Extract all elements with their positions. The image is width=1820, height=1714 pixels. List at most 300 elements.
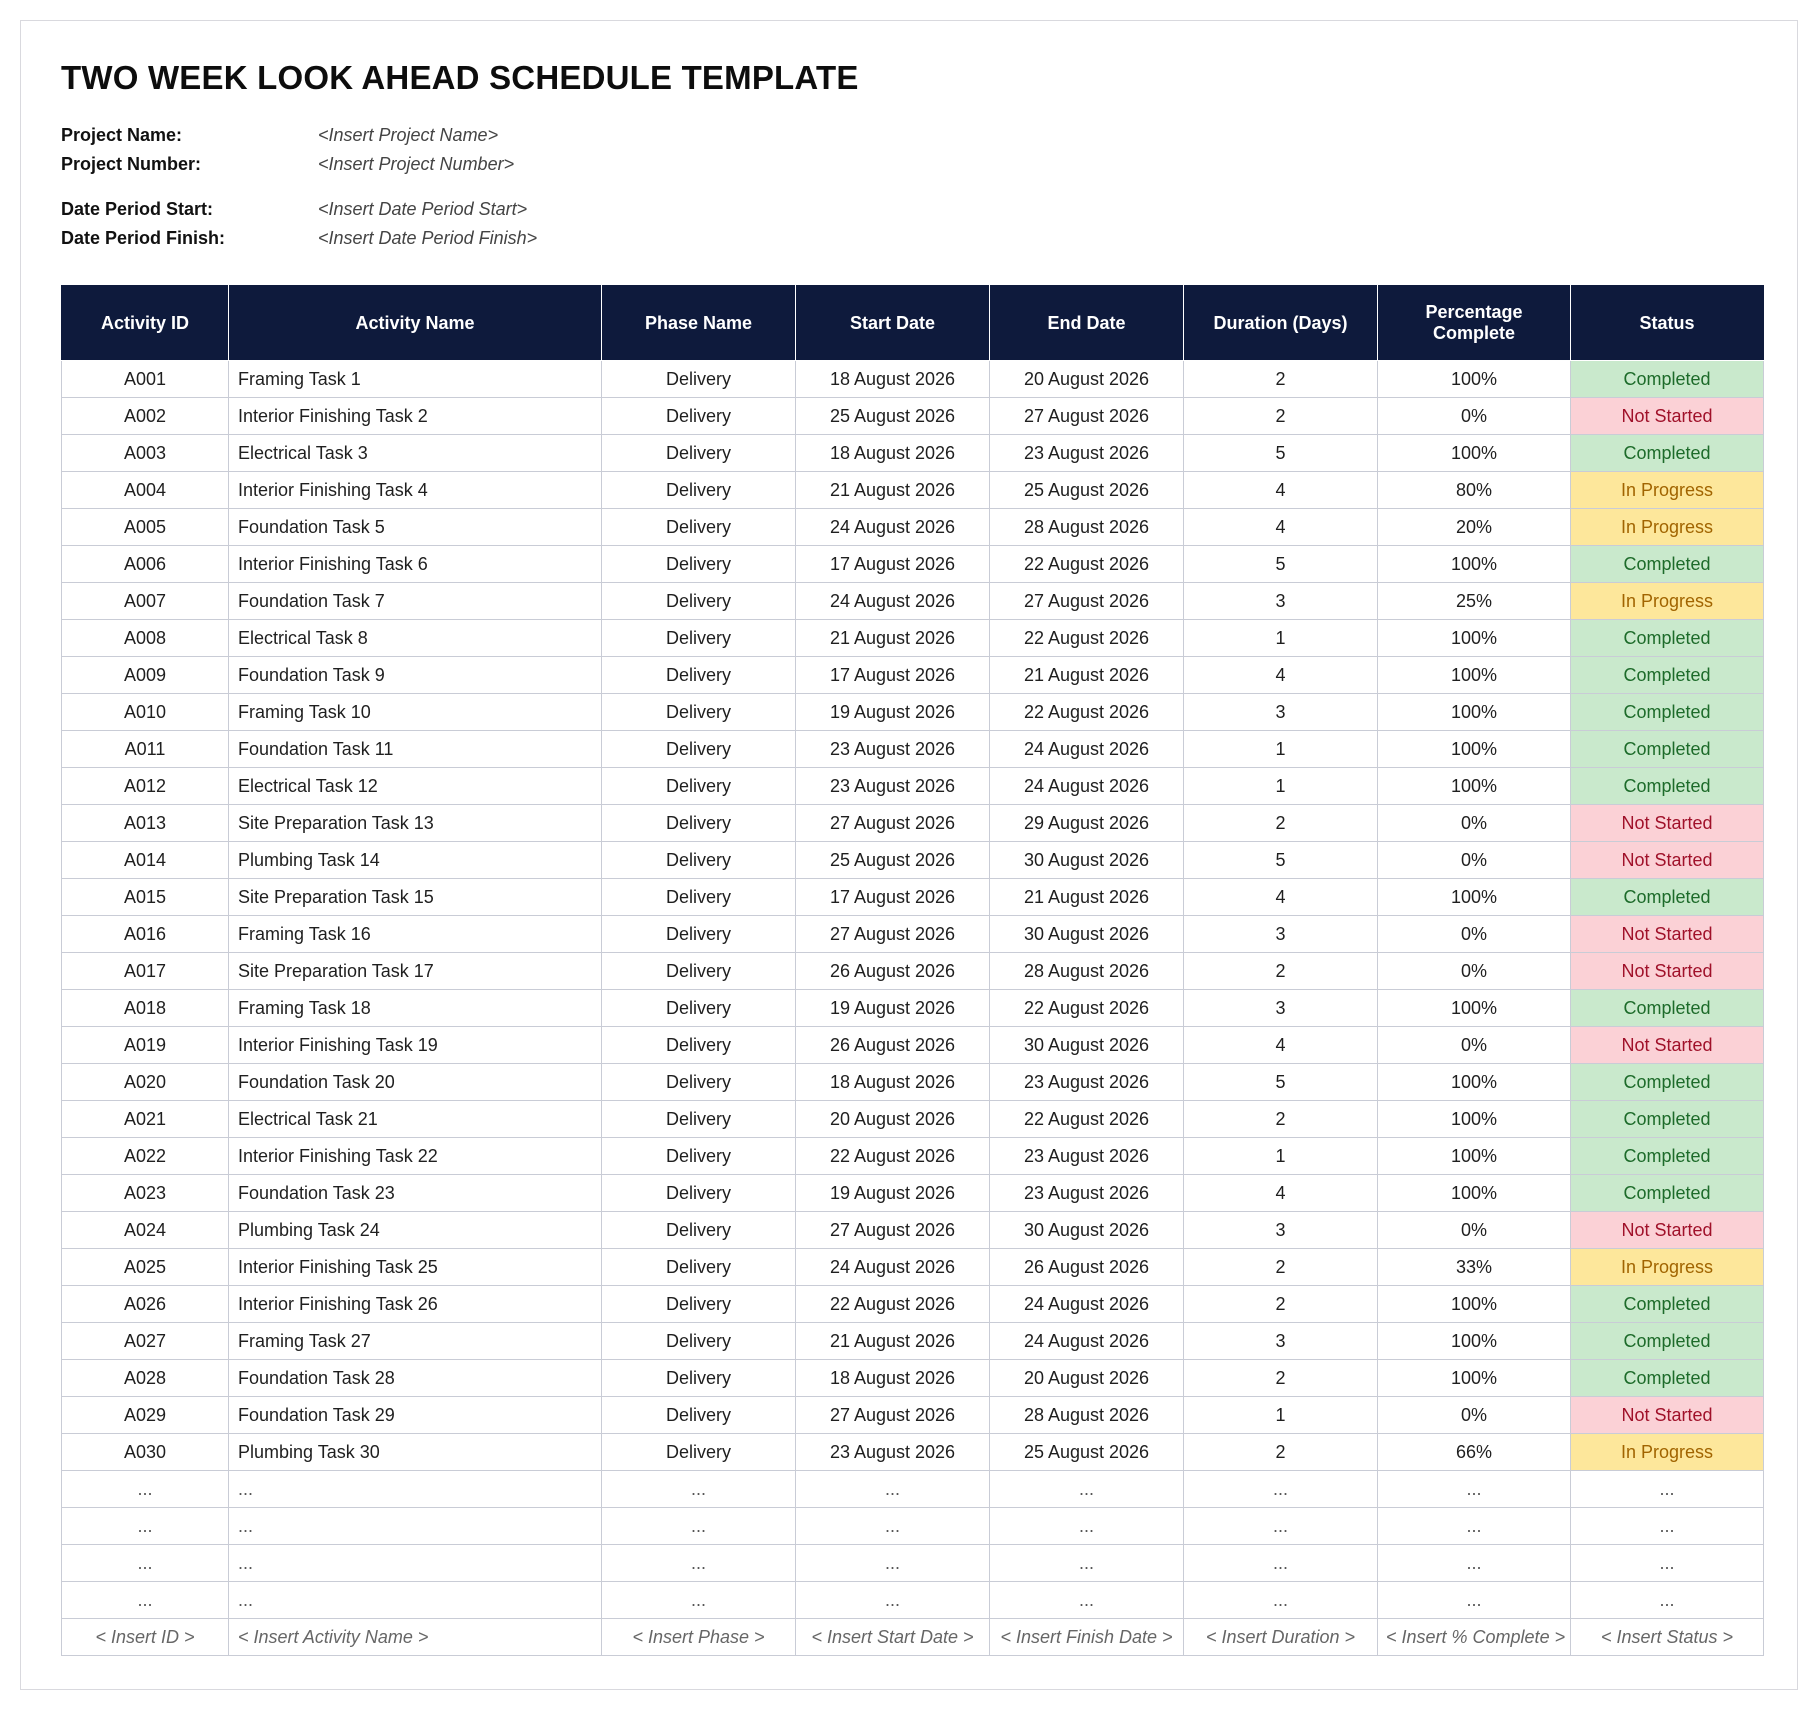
percentage-complete-cell[interactable]: 100% — [1378, 1101, 1571, 1138]
activity-id-cell[interactable]: A027 — [62, 1323, 229, 1360]
project-number-label: Project Number: — [61, 154, 202, 174]
activity-name-cell[interactable]: ... — [229, 1545, 602, 1582]
activity-id-cell[interactable]: A021 — [62, 1101, 229, 1138]
phase-name-cell[interactable]: Delivery — [602, 1027, 796, 1064]
phase-name-cell[interactable]: ... — [602, 1582, 796, 1619]
status-cell[interactable]: Completed — [1571, 1323, 1764, 1360]
percentage-complete-cell[interactable]: 0% — [1378, 842, 1571, 879]
end-date-cell[interactable]: 28 August 2026 — [990, 509, 1184, 546]
end-date-cell[interactable]: 22 August 2026 — [990, 694, 1184, 731]
activity-id-cell[interactable]: A016 — [62, 916, 229, 953]
end-date-cell[interactable]: 30 August 2026 — [990, 916, 1184, 953]
percentage-complete-cell[interactable]: 100% — [1378, 361, 1571, 398]
phase-name-cell[interactable]: Delivery — [602, 1101, 796, 1138]
activity-name-cell[interactable]: Interior Finishing Task 25 — [229, 1249, 602, 1286]
activity-id-cell[interactable]: < Insert ID > — [62, 1619, 229, 1656]
status-cell[interactable]: < Insert Status > — [1571, 1619, 1764, 1656]
percentage-complete-cell[interactable]: 0% — [1378, 1027, 1571, 1064]
end-date-cell[interactable]: 24 August 2026 — [990, 1286, 1184, 1323]
table-row — [62, 1064, 1764, 1101]
end-date-cell[interactable]: 28 August 2026 — [990, 1397, 1184, 1434]
duration-cell[interactable]: 2 — [1184, 1286, 1378, 1323]
activity-id-cell[interactable]: A013 — [62, 805, 229, 842]
activity-name-cell[interactable]: Interior Finishing Task 4 — [229, 472, 602, 509]
duration-cell[interactable]: 2 — [1184, 953, 1378, 990]
activity-name-cell[interactable]: Interior Finishing Task 6 — [229, 546, 602, 583]
start-date-cell[interactable]: 17 August 2026 — [796, 657, 990, 694]
activity-id-cell[interactable]: A024 — [62, 1212, 229, 1249]
activity-id-cell[interactable]: A015 — [62, 879, 229, 916]
column-header-activity-id: Activity ID — [62, 286, 229, 361]
status-cell[interactable]: ... — [1571, 1471, 1764, 1508]
start-date-cell[interactable]: 23 August 2026 — [796, 1434, 990, 1471]
duration-cell[interactable]: 2 — [1184, 361, 1378, 398]
start-date-cell[interactable]: 24 August 2026 — [796, 583, 990, 620]
activity-name-cell[interactable]: Electrical Task 8 — [229, 620, 602, 657]
activity-name-cell[interactable]: Electrical Task 12 — [229, 768, 602, 805]
duration-cell[interactable]: 3 — [1184, 1212, 1378, 1249]
status-cell[interactable]: Completed — [1571, 546, 1764, 583]
activity-name-cell[interactable]: Plumbing Task 24 — [229, 1212, 602, 1249]
end-date-cell[interactable]: < Insert Finish Date > — [990, 1619, 1184, 1656]
phase-name-cell[interactable]: Delivery — [602, 472, 796, 509]
status-cell[interactable]: Completed — [1571, 435, 1764, 472]
percentage-complete-cell[interactable]: 100% — [1378, 1064, 1571, 1101]
end-date-cell[interactable]: 23 August 2026 — [990, 1064, 1184, 1101]
status-cell[interactable]: In Progress — [1571, 1249, 1764, 1286]
activity-id-cell[interactable]: A006 — [62, 546, 229, 583]
duration-cell[interactable]: 4 — [1184, 1175, 1378, 1212]
status-cell[interactable]: ... — [1571, 1582, 1764, 1619]
duration-cell[interactable]: 2 — [1184, 1101, 1378, 1138]
end-date-cell[interactable]: 28 August 2026 — [990, 953, 1184, 990]
percentage-complete-cell[interactable]: 100% — [1378, 1360, 1571, 1397]
status-cell[interactable]: Not Started — [1571, 916, 1764, 953]
phase-name-cell[interactable]: Delivery — [602, 916, 796, 953]
percentage-complete-cell[interactable]: 100% — [1378, 1175, 1571, 1212]
duration-cell[interactable]: ... — [1184, 1508, 1378, 1545]
activity-id-cell[interactable]: A008 — [62, 620, 229, 657]
activity-id-cell[interactable]: A026 — [62, 1286, 229, 1323]
end-date-cell[interactable]: 21 August 2026 — [990, 657, 1184, 694]
status-cell[interactable]: Not Started — [1571, 1212, 1764, 1249]
status-cell[interactable]: In Progress — [1571, 1434, 1764, 1471]
table-row — [62, 805, 1764, 842]
phase-name-cell[interactable]: Delivery — [602, 435, 796, 472]
start-date-cell[interactable]: 19 August 2026 — [796, 694, 990, 731]
activity-name-cell[interactable]: Site Preparation Task 13 — [229, 805, 602, 842]
start-date-cell[interactable]: 17 August 2026 — [796, 546, 990, 583]
duration-cell[interactable]: 3 — [1184, 583, 1378, 620]
start-date-cell[interactable]: 21 August 2026 — [796, 472, 990, 509]
activity-id-cell[interactable]: ... — [62, 1582, 229, 1619]
percentage-complete-cell[interactable]: 100% — [1378, 1138, 1571, 1175]
status-cell[interactable]: Completed — [1571, 657, 1764, 694]
activity-name-cell[interactable]: Site Preparation Task 17 — [229, 953, 602, 990]
activity-name-cell[interactable]: Foundation Task 28 — [229, 1360, 602, 1397]
activity-name-cell[interactable]: ... — [229, 1582, 602, 1619]
duration-cell[interactable]: 1 — [1184, 620, 1378, 657]
status-cell[interactable]: Completed — [1571, 731, 1764, 768]
percentage-complete-cell[interactable]: 66% — [1378, 1434, 1571, 1471]
status-cell[interactable]: Not Started — [1571, 842, 1764, 879]
phase-name-cell[interactable]: Delivery — [602, 768, 796, 805]
table-row — [62, 472, 1764, 509]
start-date-cell[interactable]: 18 August 2026 — [796, 1360, 990, 1397]
phase-name-cell[interactable]: Delivery — [602, 1138, 796, 1175]
phase-name-cell[interactable]: Delivery — [602, 361, 796, 398]
phase-name-cell[interactable]: < Insert Phase > — [602, 1619, 796, 1656]
status-cell[interactable]: Not Started — [1571, 1397, 1764, 1434]
activity-id-cell[interactable]: A014 — [62, 842, 229, 879]
activity-name-cell[interactable]: Foundation Task 20 — [229, 1064, 602, 1101]
start-date-cell[interactable]: 24 August 2026 — [796, 509, 990, 546]
activity-id-cell[interactable]: A030 — [62, 1434, 229, 1471]
start-date-cell[interactable]: 26 August 2026 — [796, 953, 990, 990]
activity-id-cell[interactable]: A029 — [62, 1397, 229, 1434]
activity-id-cell[interactable]: A007 — [62, 583, 229, 620]
phase-name-cell[interactable]: Delivery — [602, 842, 796, 879]
phase-name-cell[interactable]: Delivery — [602, 731, 796, 768]
table-row — [62, 1175, 1764, 1212]
start-date-cell[interactable]: 17 August 2026 — [796, 879, 990, 916]
start-date-cell[interactable]: ... — [796, 1508, 990, 1545]
duration-cell[interactable]: 3 — [1184, 1323, 1378, 1360]
activity-id-cell[interactable]: A020 — [62, 1064, 229, 1101]
status-cell[interactable]: Completed — [1571, 768, 1764, 805]
start-date-cell[interactable]: 27 August 2026 — [796, 1397, 990, 1434]
activity-id-cell[interactable]: A005 — [62, 509, 229, 546]
start-date-cell[interactable]: 19 August 2026 — [796, 1175, 990, 1212]
end-date-cell[interactable]: 22 August 2026 — [990, 620, 1184, 657]
start-date-cell[interactable]: ... — [796, 1582, 990, 1619]
status-cell[interactable]: In Progress — [1571, 583, 1764, 620]
table-row — [62, 361, 1764, 398]
status-cell[interactable]: Completed — [1571, 1175, 1764, 1212]
percentage-complete-cell[interactable]: ... — [1378, 1508, 1571, 1545]
phase-name-cell[interactable]: Delivery — [602, 583, 796, 620]
status-cell[interactable]: Completed — [1571, 361, 1764, 398]
end-date-cell[interactable]: 30 August 2026 — [990, 842, 1184, 879]
start-date-cell[interactable]: 20 August 2026 — [796, 1101, 990, 1138]
project-name-value[interactable]: <Insert Project Name> — [318, 125, 499, 145]
start-date-cell[interactable]: ... — [796, 1471, 990, 1508]
start-date-cell[interactable]: 21 August 2026 — [796, 620, 990, 657]
activity-name-cell[interactable]: Foundation Task 11 — [229, 731, 602, 768]
percentage-complete-cell[interactable]: 0% — [1378, 953, 1571, 990]
activity-id-cell[interactable]: A010 — [62, 694, 229, 731]
status-cell[interactable]: Completed — [1571, 1101, 1764, 1138]
status-cell[interactable]: Not Started — [1571, 398, 1764, 435]
activity-name-cell[interactable]: < Insert Activity Name > — [229, 1619, 602, 1656]
start-date-cell[interactable]: 19 August 2026 — [796, 990, 990, 1027]
phase-name-cell[interactable]: Delivery — [602, 805, 796, 842]
duration-cell[interactable]: 1 — [1184, 731, 1378, 768]
duration-cell[interactable]: 1 — [1184, 1138, 1378, 1175]
activity-name-cell[interactable]: Site Preparation Task 15 — [229, 879, 602, 916]
phase-name-cell[interactable]: Delivery — [602, 1249, 796, 1286]
activity-id-cell[interactable]: A004 — [62, 472, 229, 509]
start-date-cell[interactable]: 18 August 2026 — [796, 435, 990, 472]
activity-id-cell[interactable]: A003 — [62, 435, 229, 472]
activity-name-cell[interactable]: Foundation Task 5 — [229, 509, 602, 546]
activity-name-cell[interactable]: Foundation Task 23 — [229, 1175, 602, 1212]
duration-cell[interactable]: 1 — [1184, 1397, 1378, 1434]
percentage-complete-cell[interactable]: ... — [1378, 1582, 1571, 1619]
duration-cell[interactable]: 2 — [1184, 1434, 1378, 1471]
end-date-cell[interactable]: 23 August 2026 — [990, 1138, 1184, 1175]
activity-name-cell[interactable]: Interior Finishing Task 22 — [229, 1138, 602, 1175]
activity-name-cell[interactable]: Foundation Task 9 — [229, 657, 602, 694]
phase-name-cell[interactable]: Delivery — [602, 509, 796, 546]
percentage-complete-cell[interactable]: 0% — [1378, 1397, 1571, 1434]
end-date-cell[interactable]: ... — [990, 1471, 1184, 1508]
end-date-cell[interactable]: 30 August 2026 — [990, 1027, 1184, 1064]
end-date-cell[interactable]: 23 August 2026 — [990, 435, 1184, 472]
activity-name-cell[interactable]: Foundation Task 29 — [229, 1397, 602, 1434]
end-date-cell[interactable]: 22 August 2026 — [990, 546, 1184, 583]
status-cell[interactable]: ... — [1571, 1545, 1764, 1582]
percentage-complete-cell[interactable]: 100% — [1378, 620, 1571, 657]
activity-name-cell[interactable]: Foundation Task 7 — [229, 583, 602, 620]
table-row — [62, 1101, 1764, 1138]
end-date-cell[interactable]: 23 August 2026 — [990, 1175, 1184, 1212]
activity-id-cell[interactable]: A011 — [62, 731, 229, 768]
phase-name-cell[interactable]: Delivery — [602, 1397, 796, 1434]
end-date-cell[interactable]: 20 August 2026 — [990, 1360, 1184, 1397]
percentage-complete-cell[interactable]: ... — [1378, 1545, 1571, 1582]
percentage-complete-cell[interactable]: 20% — [1378, 509, 1571, 546]
duration-cell[interactable]: 2 — [1184, 398, 1378, 435]
phase-name-cell[interactable]: Delivery — [602, 990, 796, 1027]
duration-cell[interactable]: 4 — [1184, 472, 1378, 509]
activity-name-cell[interactable]: Interior Finishing Task 2 — [229, 398, 602, 435]
end-date-cell[interactable]: 29 August 2026 — [990, 805, 1184, 842]
end-date-cell[interactable]: 26 August 2026 — [990, 1249, 1184, 1286]
end-date-cell[interactable]: 27 August 2026 — [990, 583, 1184, 620]
status-cell[interactable]: Completed — [1571, 879, 1764, 916]
duration-cell[interactable]: 1 — [1184, 768, 1378, 805]
activity-name-cell[interactable]: Framing Task 27 — [229, 1323, 602, 1360]
duration-cell[interactable]: 2 — [1184, 805, 1378, 842]
activity-name-cell[interactable]: Framing Task 18 — [229, 990, 602, 1027]
phase-name-cell[interactable]: ... — [602, 1471, 796, 1508]
status-cell[interactable]: In Progress — [1571, 509, 1764, 546]
percentage-complete-cell[interactable]: 100% — [1378, 990, 1571, 1027]
end-date-cell[interactable]: 24 August 2026 — [990, 1323, 1184, 1360]
table-row-empty — [62, 1471, 1764, 1508]
duration-cell[interactable]: ... — [1184, 1471, 1378, 1508]
phase-name-cell[interactable]: Delivery — [602, 694, 796, 731]
duration-cell[interactable]: ... — [1184, 1545, 1378, 1582]
end-date-cell[interactable]: 21 August 2026 — [990, 879, 1184, 916]
end-date-cell[interactable]: 20 August 2026 — [990, 361, 1184, 398]
percentage-complete-cell[interactable]: 25% — [1378, 583, 1571, 620]
activity-id-cell[interactable]: A017 — [62, 953, 229, 990]
table-row — [62, 1286, 1764, 1323]
percentage-complete-cell[interactable]: 0% — [1378, 805, 1571, 842]
phase-name-cell[interactable]: ... — [602, 1545, 796, 1582]
start-date-cell[interactable]: 25 August 2026 — [796, 398, 990, 435]
phase-name-cell[interactable]: Delivery — [602, 1360, 796, 1397]
phase-name-cell[interactable]: Delivery — [602, 879, 796, 916]
phase-name-cell[interactable]: Delivery — [602, 1286, 796, 1323]
status-cell[interactable]: Completed — [1571, 1064, 1764, 1101]
duration-cell[interactable]: 4 — [1184, 1027, 1378, 1064]
phase-name-cell[interactable]: Delivery — [602, 1064, 796, 1101]
percentage-complete-cell[interactable]: 100% — [1378, 731, 1571, 768]
duration-cell[interactable]: 3 — [1184, 916, 1378, 953]
table-row-placeholder — [62, 1619, 1764, 1656]
percentage-complete-cell[interactable]: 100% — [1378, 768, 1571, 805]
percentage-complete-cell[interactable]: 100% — [1378, 694, 1571, 731]
phase-name-cell[interactable]: Delivery — [602, 546, 796, 583]
duration-cell[interactable]: 5 — [1184, 546, 1378, 583]
activity-id-cell[interactable]: A001 — [62, 361, 229, 398]
table-row — [62, 1360, 1764, 1397]
duration-cell[interactable]: 4 — [1184, 509, 1378, 546]
end-date-cell[interactable]: ... — [990, 1582, 1184, 1619]
status-cell[interactable]: Completed — [1571, 620, 1764, 657]
date-finish-value[interactable]: <Insert Date Period Finish> — [318, 228, 538, 248]
duration-cell[interactable]: 4 — [1184, 879, 1378, 916]
end-date-cell[interactable]: 25 August 2026 — [990, 1434, 1184, 1471]
activity-name-cell[interactable]: Interior Finishing Task 26 — [229, 1286, 602, 1323]
activity-id-cell[interactable]: ... — [62, 1545, 229, 1582]
percentage-complete-cell[interactable]: 100% — [1378, 879, 1571, 916]
end-date-cell[interactable]: ... — [990, 1545, 1184, 1582]
duration-cell[interactable]: ... — [1184, 1582, 1378, 1619]
activity-name-cell[interactable]: ... — [229, 1471, 602, 1508]
start-date-cell[interactable]: 23 August 2026 — [796, 768, 990, 805]
percentage-complete-cell[interactable]: 100% — [1378, 657, 1571, 694]
start-date-cell[interactable]: 21 August 2026 — [796, 1323, 990, 1360]
activity-id-cell[interactable]: A009 — [62, 657, 229, 694]
percentage-complete-cell[interactable]: 0% — [1378, 1212, 1571, 1249]
start-date-cell[interactable]: 22 August 2026 — [796, 1286, 990, 1323]
start-date-cell[interactable]: 18 August 2026 — [796, 1064, 990, 1101]
status-cell[interactable]: Not Started — [1571, 1027, 1764, 1064]
start-date-cell[interactable]: 27 August 2026 — [796, 916, 990, 953]
activity-name-cell[interactable]: Framing Task 1 — [229, 361, 602, 398]
phase-name-cell[interactable]: Delivery — [602, 1434, 796, 1471]
start-date-cell[interactable]: ... — [796, 1545, 990, 1582]
phase-name-cell[interactable]: Delivery — [602, 1212, 796, 1249]
activity-id-cell[interactable]: A012 — [62, 768, 229, 805]
end-date-cell[interactable]: 27 August 2026 — [990, 398, 1184, 435]
activity-name-cell[interactable]: Plumbing Task 14 — [229, 842, 602, 879]
end-date-cell[interactable]: 22 August 2026 — [990, 1101, 1184, 1138]
activity-name-cell[interactable]: Framing Task 10 — [229, 694, 602, 731]
end-date-cell[interactable]: 22 August 2026 — [990, 990, 1184, 1027]
duration-cell[interactable]: < Insert Duration > — [1184, 1619, 1378, 1656]
percentage-complete-cell[interactable]: 0% — [1378, 916, 1571, 953]
start-date-cell[interactable]: 27 August 2026 — [796, 805, 990, 842]
phase-name-cell[interactable]: Delivery — [602, 398, 796, 435]
table-header-row — [62, 286, 1764, 361]
duration-cell[interactable]: 5 — [1184, 1064, 1378, 1101]
end-date-cell[interactable]: ... — [990, 1508, 1184, 1545]
status-cell[interactable]: Completed — [1571, 1360, 1764, 1397]
activity-id-cell[interactable]: A025 — [62, 1249, 229, 1286]
end-date-cell[interactable]: 30 August 2026 — [990, 1212, 1184, 1249]
duration-cell[interactable]: 3 — [1184, 694, 1378, 731]
duration-cell[interactable]: 4 — [1184, 657, 1378, 694]
start-date-cell[interactable]: 26 August 2026 — [796, 1027, 990, 1064]
percentage-complete-cell[interactable]: 100% — [1378, 1286, 1571, 1323]
activity-name-cell[interactable]: Electrical Task 21 — [229, 1101, 602, 1138]
activity-id-cell[interactable]: A022 — [62, 1138, 229, 1175]
status-cell[interactable]: Completed — [1571, 1286, 1764, 1323]
duration-cell[interactable]: 5 — [1184, 842, 1378, 879]
duration-cell[interactable]: 3 — [1184, 990, 1378, 1027]
percentage-complete-cell[interactable]: 100% — [1378, 1323, 1571, 1360]
status-cell[interactable]: Completed — [1571, 990, 1764, 1027]
activity-id-cell[interactable]: A023 — [62, 1175, 229, 1212]
column-header-end-date: End Date — [990, 286, 1184, 361]
activity-id-cell[interactable]: A028 — [62, 1360, 229, 1397]
status-cell[interactable]: ... — [1571, 1508, 1764, 1545]
activity-id-cell[interactable]: ... — [62, 1471, 229, 1508]
percentage-complete-cell[interactable]: 100% — [1378, 546, 1571, 583]
activity-name-cell[interactable]: Interior Finishing Task 19 — [229, 1027, 602, 1064]
activity-name-cell[interactable]: Electrical Task 3 — [229, 435, 602, 472]
duration-cell[interactable]: 2 — [1184, 1249, 1378, 1286]
end-date-cell[interactable]: 25 August 2026 — [990, 472, 1184, 509]
start-date-cell[interactable]: 25 August 2026 — [796, 842, 990, 879]
percentage-complete-cell[interactable]: 0% — [1378, 398, 1571, 435]
duration-cell[interactable]: 2 — [1184, 1360, 1378, 1397]
table-row — [62, 879, 1764, 916]
percentage-complete-cell[interactable]: 33% — [1378, 1249, 1571, 1286]
activity-id-cell[interactable]: A019 — [62, 1027, 229, 1064]
start-date-cell[interactable]: 27 August 2026 — [796, 1212, 990, 1249]
activity-id-cell[interactable]: ... — [62, 1508, 229, 1545]
percentage-complete-cell[interactable]: ... — [1378, 1471, 1571, 1508]
activity-name-cell[interactable]: Plumbing Task 30 — [229, 1434, 602, 1471]
phase-name-cell[interactable]: Delivery — [602, 657, 796, 694]
phase-name-cell[interactable]: ... — [602, 1508, 796, 1545]
activity-id-cell[interactable]: A002 — [62, 398, 229, 435]
status-cell[interactable]: Completed — [1571, 694, 1764, 731]
percentage-complete-cell[interactable]: 100% — [1378, 435, 1571, 472]
start-date-cell[interactable]: 22 August 2026 — [796, 1138, 990, 1175]
date-start-value[interactable]: <Insert Date Period Start> — [318, 199, 528, 219]
status-cell[interactable]: Completed — [1571, 1138, 1764, 1175]
percentage-complete-cell[interactable]: 80% — [1378, 472, 1571, 509]
start-date-cell[interactable]: 18 August 2026 — [796, 361, 990, 398]
status-cell[interactable]: Not Started — [1571, 953, 1764, 990]
phase-name-cell[interactable]: Delivery — [602, 953, 796, 990]
activity-name-cell[interactable]: Framing Task 16 — [229, 916, 602, 953]
phase-name-cell[interactable]: Delivery — [602, 620, 796, 657]
end-date-cell[interactable]: 24 August 2026 — [990, 768, 1184, 805]
status-cell[interactable]: Not Started — [1571, 805, 1764, 842]
phase-name-cell[interactable]: Delivery — [602, 1323, 796, 1360]
duration-cell[interactable]: 5 — [1184, 435, 1378, 472]
start-date-cell[interactable]: 24 August 2026 — [796, 1249, 990, 1286]
activity-id-cell[interactable]: A018 — [62, 990, 229, 1027]
percentage-complete-cell[interactable]: < Insert % Complete > — [1378, 1619, 1571, 1656]
status-cell[interactable]: In Progress — [1571, 472, 1764, 509]
start-date-cell[interactable]: 23 August 2026 — [796, 731, 990, 768]
activity-name-cell[interactable]: ... — [229, 1508, 602, 1545]
page-title: TWO WEEK LOOK AHEAD SCHEDULE TEMPLATE — [61, 59, 859, 96]
project-number-value[interactable]: <Insert Project Number> — [318, 154, 515, 174]
phase-name-cell[interactable]: Delivery — [602, 1175, 796, 1212]
start-date-cell[interactable]: < Insert Start Date > — [796, 1619, 990, 1656]
end-date-cell[interactable]: 24 August 2026 — [990, 731, 1184, 768]
